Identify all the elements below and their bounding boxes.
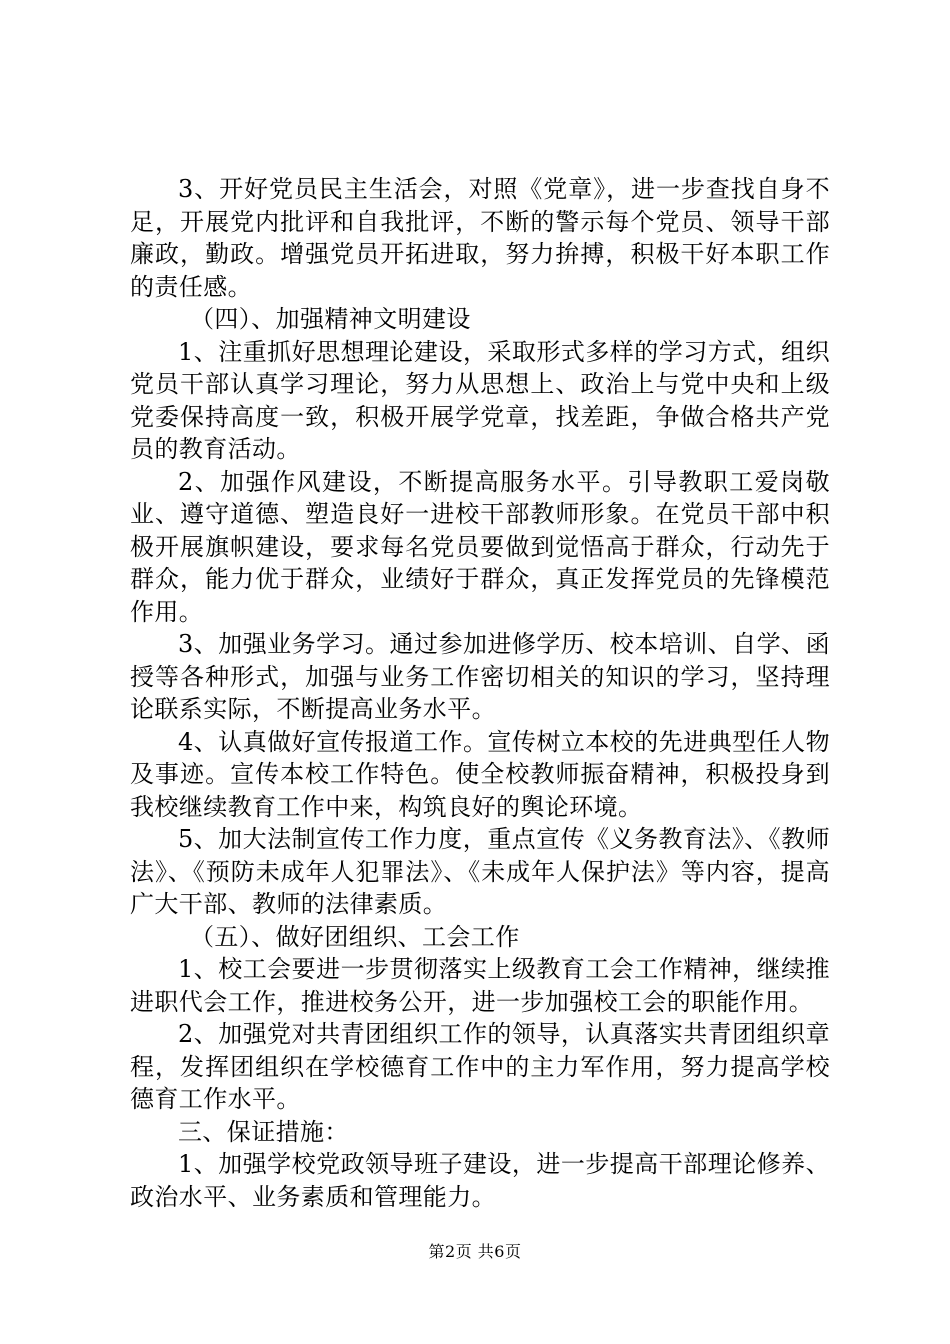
paragraph: 1、注重抓好思想理论建设，采取形式多样的学习方式，组织党员干部认真学习理论，努力从思想上、政治上与党中央和上级党委保持高度一致，积极开展学党章，找差距，争做合格共产党员的教育活动。 [130, 337, 830, 463]
page-footer: 第2页 共6页 [428, 1242, 522, 1261]
paragraph: 3、开好党员民主生活会，对照《党章》，进一步查找自身不足，开展党内批评和自我批评，不断的警示每个党员、领导干部廉政，勤政。增强党员开拓进取，努力拚搏，积极干好本职工作的责任感。 [130, 175, 830, 301]
paragraph: 5、加大法制宣传工作力度，重点宣传《义务教育法》、《教师法》、《预防未成年人犯罪法》、《未成年人保护法》等内容，提高广大干部、教师的法律素质。 [130, 825, 830, 918]
paragraph: 2、加强党对共青团组织工作的领导，认真落实共青团组织章程，发挥团组织在学校德育工作中的主力军作用，努力提高学校德育工作水平。 [130, 1020, 830, 1113]
paragraph: 4、认真做好宣传报道工作。宣传树立本校的先进典型任人物及事迹。宣传本校工作特色。使全校教师振奋精神，积极投身到我校继续教育工作中来，构筑良好的舆论环境。 [130, 727, 830, 821]
document-body [130, 173, 830, 1213]
paragraph: 1、加强学校党政领导班子建设，进一步提高干部理论修养、政治水平、业务素质和管理能力。 [130, 1150, 830, 1211]
section-heading: 三、保证措施： [178, 1117, 349, 1146]
paragraph: 3、加强业务学习。通过参加进修学历、校本培训、自学、函授等各种形式，加强与业务工作密切相关的知识的学习，坚持理论联系实际，不断提高业务水平。 [130, 630, 830, 723]
section-heading: （四）、加强精神文明建设 [190, 305, 471, 333]
paragraph: 1、校工会要进一步贯彻落实上级教育工会工作精神，继续推进职代会工作，推进校务公开，进一步加强校工会的职能作用。 [130, 955, 830, 1016]
section-heading: （五）、做好团组织、工会工作 [190, 922, 520, 951]
paragraph: 2、加强作风建设，不断提高服务水平。引导教职工爱岗敬业、遵守道德、塑造良好一进校干部教师形象。在党员干部中积极开展旗帜建设，要求每名党员要做到觉悟高于群众，行动先于群众，能力优于群众，业绩好于群众，真正发挥党员的先锋模范作用。 [130, 467, 830, 626]
